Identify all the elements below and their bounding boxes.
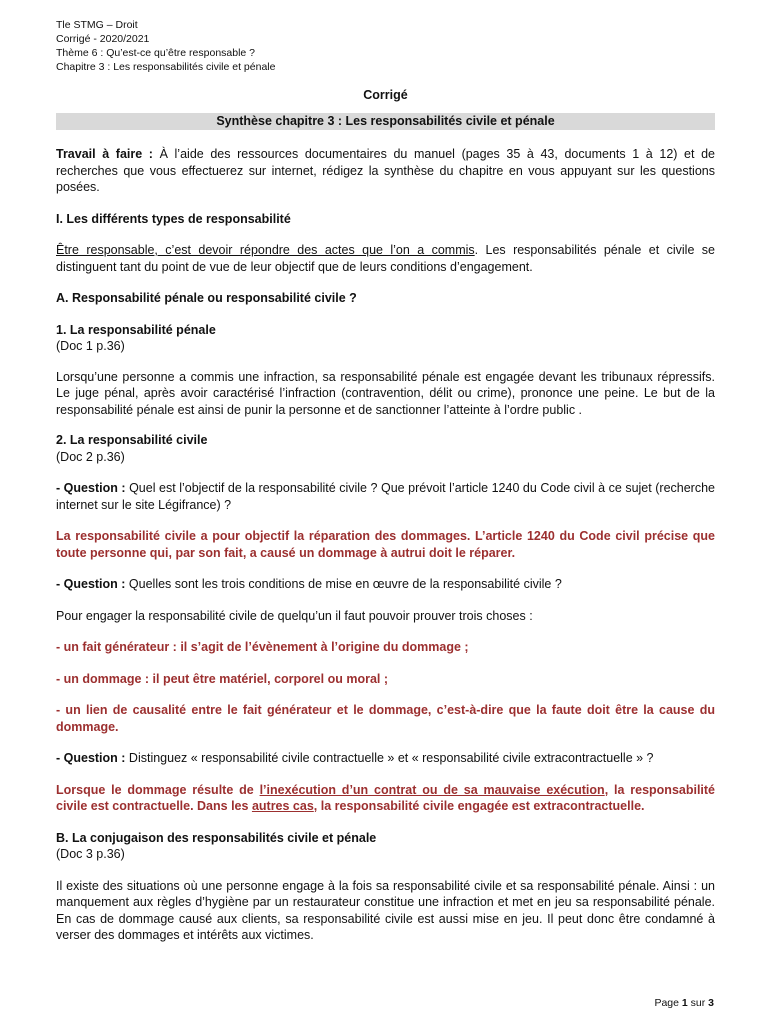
- condition-3: - un lien de causalité entre le fait générateur et le dommage, c’est-à-dire que la faute doit être la cause du dommage.: [56, 703, 715, 734]
- answer-3-part2: , la responsabilité civile est contractuelle. Dans les: [56, 782, 716, 813]
- question-1-label: - Question :: [56, 481, 126, 495]
- footer-page-label: Page: [654, 997, 682, 1009]
- answer-3-part3: , la responsabilité civile engagée est extracontractuelle.: [313, 799, 645, 813]
- footer-page-number: 1: [681, 997, 688, 1009]
- definition-paragraph: [56, 242, 715, 275]
- document-title: Corrigé: [363, 88, 408, 102]
- sub1-ref: (Doc 1 p.36): [56, 339, 125, 353]
- definition-underlined: Être responsable, c’est devoir répondre des actes que l’on a commis: [56, 243, 475, 257]
- condition-2: - un dommage : il peut être matériel, corporel ou moral ;: [56, 671, 389, 686]
- answer-1: La responsabilité civile a pour objectif la réparation des dommages. L’article 1240 du Code civil précise que toute personne qui, par son fait, a causé un dommage à autrui doit le réparer.: [56, 529, 715, 560]
- synthese-banner: Synthèse chapitre 3 : Les responsabilités civile et pénale: [56, 113, 715, 130]
- travail-text: À l’aide des ressources documentaires du manuel (pages 35 à 43, documents 1 à 12) et de recherches que vous effectuerez sur internet, rédigez la synthèse du chapitre en vous appuyant sur les questions posées.: [56, 147, 715, 194]
- definition-rest: . Les responsabilités pénale et civile se distinguent tant du point de vue de leur objectif que de leurs conditions d’engagement.: [56, 243, 715, 274]
- travail-label: Travail à faire :: [56, 147, 153, 161]
- header-course: Tle STMG – Droit: [56, 19, 138, 31]
- sub2-ref: (Doc 2 p.36): [56, 449, 125, 464]
- page-footer: [654, 997, 714, 1009]
- answer-3: [56, 782, 715, 815]
- footer-page-total: 3: [708, 997, 714, 1009]
- sub1-text: Lorsqu’une personne a commis une infraction, sa responsabilité pénale est engagée devant les tribunaux répressifs. Le juge pénal, après avoir caractérisé l’infraction (contravention, délit ou crime), prononce une peine. Le but de la responsabilité pénale est ainsi de punir la personne et de sanctionner l’atteinte à l’ordre public .: [56, 369, 715, 417]
- sub1-title: 1. La responsabilité pénale: [56, 322, 216, 337]
- answer-3-underline-1: l’inexécution d’un contrat ou de sa mauvaise exécution: [259, 782, 605, 797]
- answer-3-underline-2: autres cas: [251, 799, 314, 813]
- section-1-heading: I. Les différents types de responsabilité: [56, 211, 291, 226]
- section-b-heading: B. La conjugaison des responsabilités civile et pénale: [56, 830, 377, 845]
- question-3-text: Distinguez « responsabilité civile contractuelle » et « responsabilité civile extracontractuelle » ?: [125, 751, 654, 765]
- question-2-label: - Question :: [56, 577, 126, 591]
- question-2-text: Quelles sont les trois conditions de mise en œuvre de la responsabilité civile ?: [125, 577, 562, 591]
- question-1: [56, 480, 715, 513]
- answer-3-part1: Lorsque le dommage résulte de: [56, 782, 260, 797]
- question-2: [56, 576, 715, 593]
- section-b-ref: (Doc 3 p.36): [56, 847, 125, 861]
- document-page: [56, 18, 715, 944]
- footer-sur: sur: [687, 997, 709, 1009]
- conditions-intro: Pour engager la responsabilité civile de quelqu’un il faut pouvoir prouver trois choses :: [56, 608, 533, 623]
- header-chapter: Chapitre 3 : Les responsabilités civile et pénale: [56, 61, 276, 73]
- sub2-title: 2. La responsabilité civile: [56, 433, 208, 447]
- section-a-heading: A. Responsabilité pénale ou responsabilité civile ?: [56, 291, 357, 305]
- question-3: [56, 750, 715, 767]
- section-b-text: Il existe des situations où une personne engage à la fois sa responsabilité civile et sa responsabilité pénale. Ainsi : un manquement aux règles d’hygiène par un restaurateur constitue une infraction et met en jeu sa responsabilité pénale. En cas de dommage causé aux clients, sa responsabilité civile est aussi mise en jeu. Il peut donc être condamné à verser des dommages et intérêts aux victimes.: [56, 878, 715, 942]
- question-3-label: - Question :: [56, 751, 126, 765]
- question-1-text: Quel est l’objectif de la responsabilité civile ? Que prévoit l’article 1240 du Code civil à ce sujet (recherche internet sur le site Légifrance) ?: [56, 481, 715, 512]
- header-theme: Thème 6 : Qu’est-ce qu’être responsable ?: [56, 47, 256, 59]
- condition-1: - un fait générateur : il s’agit de l’évènement à l’origine du dommage ;: [56, 640, 469, 654]
- header-year: Corrigé - 2020/2021: [56, 33, 150, 45]
- travail-paragraph: [56, 146, 715, 196]
- document-header: [56, 18, 715, 74]
